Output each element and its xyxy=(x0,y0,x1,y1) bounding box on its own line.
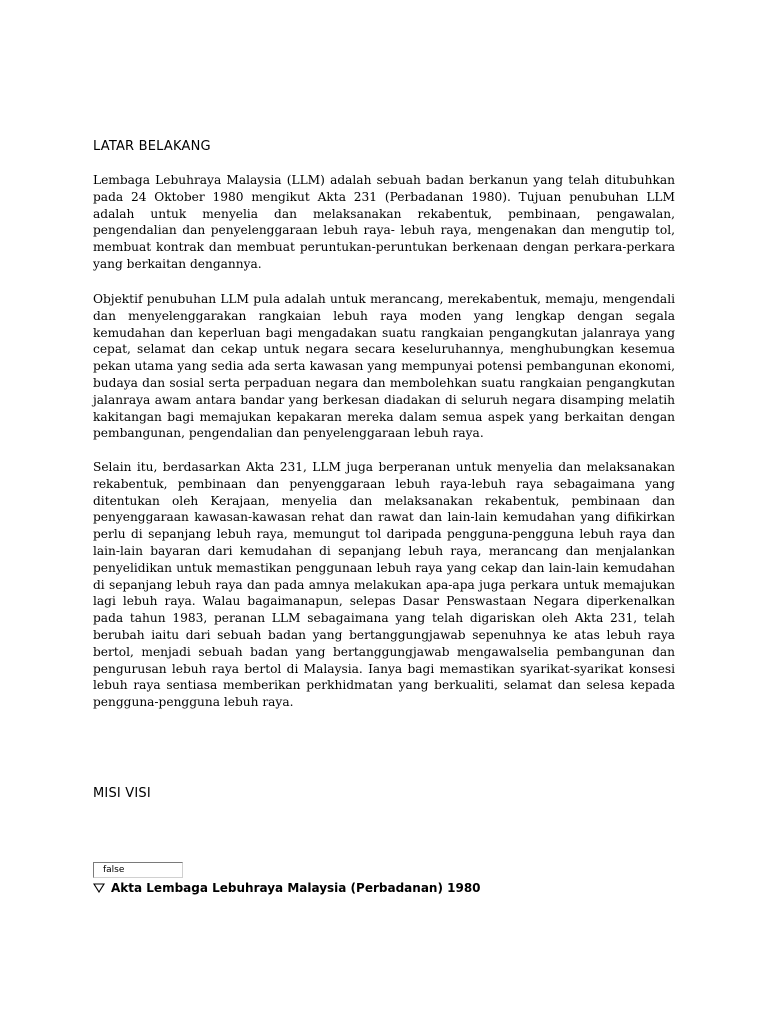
value-field[interactable]: false xyxy=(93,862,183,878)
akta-link-label: Akta Lembaga Lebuhraya Malaysia (Perbadanan) 1980 xyxy=(111,881,481,895)
heading-misi-visi: MISI VISI xyxy=(93,786,151,801)
paragraph-3: Selain itu, berdasarkan Akta 231, LLM juga berperanan untuk menyelia dan melaksanakan rekabentuk, pembinaan dan penyenggaraan lebuh raya-lebuh raya sebagaimana yang ditentukan oleh Kerajaan, menyelia dan melaksanakan rekabentuk, pembinaan dan penyenggaraan kawasan-kawasan rehat dan rawat dan lain-lain kemudahan yang difikirkan perlu di sepanjang lebuh raya, memungut tol daripada pengguna-pengguna lebuh raya dan lain-lain bayaran dari kemudahan di sepanjang lebuh raya, merancang dan menjalankan penyelidikan untuk memastikan penggunaan lebuh raya yang cekap dan lain-lain kemudahan di sepanjang lebuh raya dan pada amnya melakukan apa-apa juga perkara untuk memajukan lagi lebuh raya. Walau bagaimanapun, selepas Dasar Penswastaan Negara diperkenalkan pada tahun 1983, peranan LLM sebagaimana yang telah digariskan oleh Akta 231, telah berubah iaitu dari sebuah badan yang bertanggungjawab sepenuhnya ke atas lebuh raya bertol, menjadi sebuah badan yang bertanggungjawab mengawalselia pembangunan dan pengurusan lebuh raya bertol di Malaysia. Ianya bagi memastikan syarikat-syarikat konsesi lebuh raya sentiasa memberikan perkhidmatan yang berkualiti, selamat dan selesa kepada pengguna-pengguna lebuh raya. xyxy=(93,460,675,710)
paragraph-2: Objektif penubuhan LLM pula adalah untuk merancang, merekabentuk, memaju, mengendali dan menyelenggarakan rangkaian lebuh raya moden yang lengkap dengan segala kemudahan dan keperluan bagi mengadakan suatu rangkaian pengangkutan jalanraya yang cepat, selamat dan cekap untuk negara secara keseluruhannya, menghubungkan kesemua pekan utama yang sedia ada serta kawasan yang mempunyai potensi pembangunan ekonomi, budaya dan sosial serta perpaduan negara dan membolehkan suatu rangkaian pengangkutan jalanraya awam antara bandar yang berkesan diadakan di seluruh negara disamping melatih kakitangan bagi memajukan kepakaran mereka dalam semua aspek yang berkaitan dengan pembangunan, pengendalian dan penyelenggaraan lebuh raya. xyxy=(93,292,675,441)
heading-latar-belakang: LATAR BELAKANG xyxy=(93,139,211,154)
paragraph-1: Lembaga Lebuhraya Malaysia (LLM) adalah sebuah badan berkanun yang telah ditubuhkan pada 24 Oktober 1980 mengikut Akta 231 (Perbadanan 1980). Tujuan penubuhan LLM adalah untuk menyelia dan melaksanakan rekabentuk, pembinaan, pengawalan, pengendalian dan penyelenggaraan lebuh raya- lebuh raya, mengenakan dan mengutip tol, membuat kontrak dan membuat peruntukan-peruntukan berkenaan dengan perkara-perkara yang berkaitan dengannya. xyxy=(93,173,675,271)
triangle-down-icon xyxy=(93,883,105,893)
akta-link[interactable] xyxy=(93,881,481,895)
